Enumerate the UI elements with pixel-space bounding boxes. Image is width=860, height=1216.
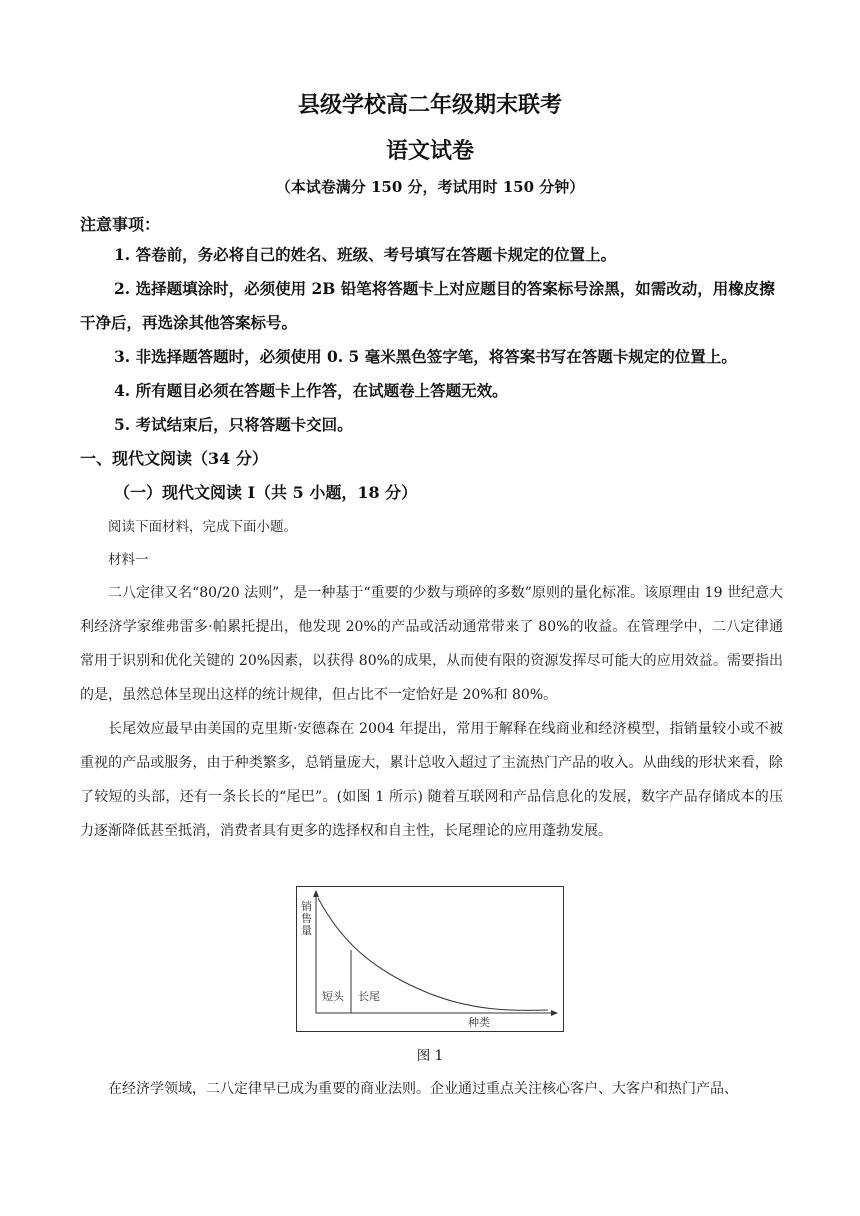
figure-caption: 图 1 <box>416 1048 444 1064</box>
notice-heading: 注意事项： <box>80 215 161 234</box>
long-tail-figure <box>296 886 564 1032</box>
notice-item-3: 3. 非选择题答题时，必须使用 0. 5 毫米黑色签字笔，将答案书写在答题卡规定的位置上。 <box>114 347 737 366</box>
head-label: 短头 <box>322 990 344 1003</box>
notice-item-1: 1. 答卷前，务必将自己的姓名、班级、考号填写在答题卡规定的位置上。 <box>114 245 617 264</box>
subject-title: 语文试卷 <box>385 138 474 164</box>
reading-instruction: 阅读下面材料，完成下面小题。 <box>108 519 297 535</box>
subsection-title: （一）现代文阅读 I（共 5 小题，18 分） <box>114 483 418 502</box>
y-axis-label-line3: 量 <box>301 924 312 937</box>
paragraph-2: 长尾效应最早由美国的克里斯·安德森在 2004 年提出，常用于解释在线商业和经济模型，指销量较小或不被重视的产品或服务，由于种类繁多，总销量庞大，累计总收入超过了主流热门产品的收入。从曲线的形状来看，除了较短的头部，还有一条长长的“尾巴”。(如图 1 所示) 随着互联网和产品信息化的发展，数字产品存储成本的压力逐渐降低甚至抵消，消费者具有更多的选择权和自主性，长尾理论的应用蓬勃发展。 <box>80 721 783 839</box>
y-axis-label-line1: 销 <box>301 900 312 913</box>
y-axis-label-line2: 售 <box>301 912 312 925</box>
notice-item-5: 5. 考试结束后，只将答题卡交回。 <box>114 415 353 434</box>
paragraph-1: 二八定律又名“80/20 法则”，是一种基于“重要的少数与琐碎的多数”原则的量化标准。该原理由 19 世纪意大利经济学家维弗雷多·帕累托提出，他发现 20%的产品或活动通常带来了 80%的收益。在管理学中，二八定律通常用于识别和优化关键的 20%因素，以获得 80%的成果，从而使有限的资源发挥尽可能大的应用效益。需要指出的是，虽然总体呈现出这样的统计规律，但占比不一定恰好是 20%和 80%。 <box>80 585 783 703</box>
tail-label: 长尾 <box>358 990 380 1003</box>
notice-item-4: 4. 所有题目必须在答题卡上作答，在试题卷上答题无效。 <box>114 381 508 400</box>
material-label: 材料一 <box>108 552 149 568</box>
exam-title: 县级学校高二年级期末联考 <box>297 92 562 118</box>
x-axis-label: 种类 <box>468 1016 490 1029</box>
notice-item-2: 2. 选择题填涂时，必须使用 2B 铅笔将答题卡上对应题目的答案标号涂黑，如需改动，用橡皮擦干净后，再选涂其他答案标号。 <box>80 279 775 332</box>
section-title: 一、现代文阅读（34 分） <box>80 449 268 468</box>
exam-subtitle: （本试卷满分 150 分，考试用时 150 分钟） <box>275 178 585 196</box>
paragraph-3: 在经济学领域，二八定律早已成为重要的商业法则。企业通过重点关注核心客户、大客户和热门产品、 <box>108 1081 738 1097</box>
